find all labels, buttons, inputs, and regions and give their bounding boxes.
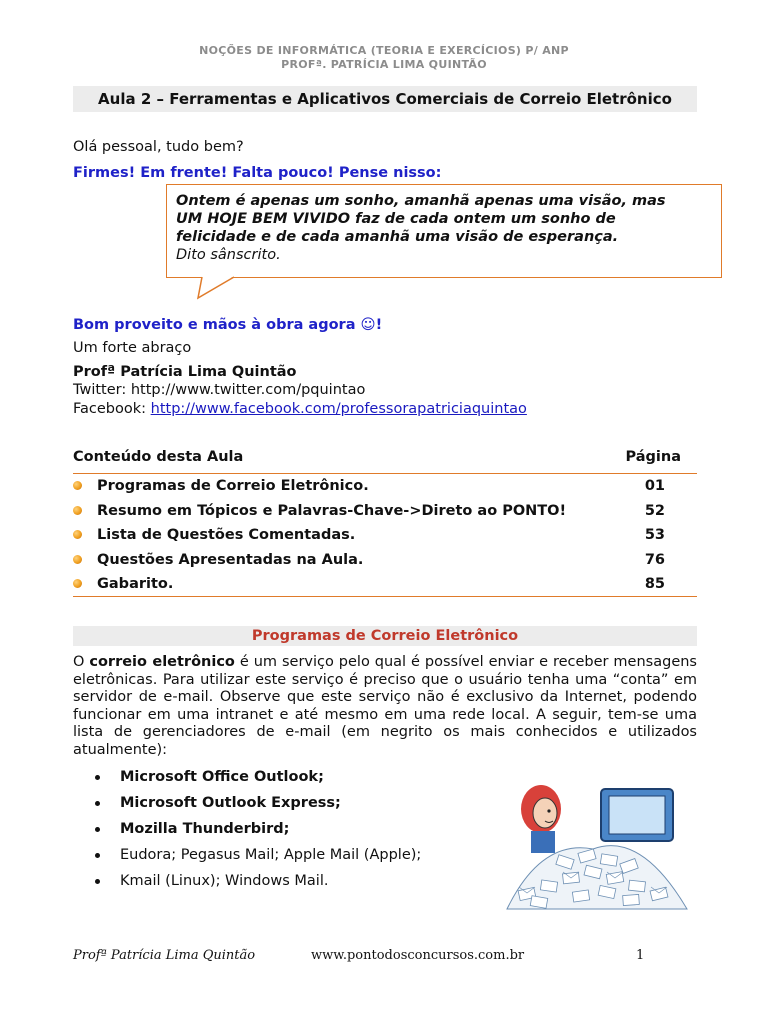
quote-text [176,192,716,264]
bullet-icon [73,530,82,539]
regards: Um forte abraço [73,340,192,356]
email-overload-illustration [501,769,688,911]
bullet-dot-icon [95,853,100,858]
greeting: Olá pessoal, tudo bem? [73,139,244,155]
list-item-text: Microsoft Outlook Express; [120,795,341,811]
quote-source: Dito sânscrito. [176,247,281,263]
quote-line-3: felicidade e de cada amanhã uma visão de esperança. [176,229,619,245]
section-title: Programas de Correio Eletrônico [73,626,697,646]
quote-line-2: UM HOJE BEM VIVIDO faz de cada ontem um sonho de [176,211,616,227]
list-item-text: Microsoft Office Outlook; [120,769,324,785]
toc-page-heading: Página [625,449,681,465]
list-item [73,790,493,816]
list-item [73,868,493,894]
toc-heading: Conteúdo desta Aula [73,449,244,465]
bullet-icon [73,506,82,515]
footer-author: Profª Patrícia Lima Quintão [73,948,256,963]
list-item-text: Eudora; Pegasus Mail; Apple Mail (Apple); [120,847,422,863]
twitter-label: Twitter: [73,382,131,398]
paragraph-rest: é um serviço pelo qual é possível enviar e receber mensagens eletrônicas. Para utilizar este serviço é preciso que o usuário tenha uma “conta” em servidor de e-mail. Observe que este serviço não é exclusivo da Internet, podendo funcionar em uma intranet e até mesmo em uma rede local. A seguir, tem-se uma lista de gerenciadores de e-mail (em negrito os mais conhecidos e utilizados atualmente): [73,654,697,758]
toc-item-page: 52 [644,503,665,519]
toc-divider [73,596,697,597]
toc-item[interactable] [73,572,697,596]
toc-header [73,449,697,474]
header-course-title: NOÇÕES DE INFORMÁTICA (TEORIA E EXERCÍCIOS) P/ ANP [199,44,569,57]
toc-item-label: Questões Apresentadas na Aula. [97,552,364,568]
toc-item-label: Programas de Correio Eletrônico. [97,478,369,494]
toc-item[interactable] [73,499,697,523]
paragraph-start: O [73,654,90,670]
bullet-dot-icon [95,801,100,806]
quote-bubble-tail [196,276,256,300]
toc-item-page: 85 [644,576,665,592]
bullet-icon [73,481,82,490]
toc-item-page: 76 [644,552,665,568]
footer-site: www.pontodosconcursos.com.br [311,948,525,963]
lesson-title: Aula 2 – Ferramentas e Aplicativos Comerciais de Correio Eletrônico [73,86,697,112]
twitter-url: http://www.twitter.com/pquintao [130,382,366,398]
toc-item[interactable] [73,548,697,572]
list-item [73,816,493,842]
bullet-dot-icon [95,775,100,780]
motto: Firmes! Em frente! Falta pouco! Pense nisso: [73,165,442,181]
list-item-text: Kmail (Linux); Windows Mail. [120,873,329,889]
quote-line-1: Ontem é apenas um sonho, amanhã apenas uma visão, mas [176,193,666,209]
toc-item-label: Lista de Questões Comentadas. [97,527,356,543]
paragraph-term: correio eletrônico [89,654,235,670]
section-paragraph [73,654,697,760]
facebook-line [73,400,527,419]
email-client-list [73,764,493,894]
twitter-line [73,381,365,400]
facebook-label: Facebook: [73,401,151,417]
facebook-link[interactable]: http://www.facebook.com/professorapatriciaquintao [150,401,527,417]
header-teacher: PROFª. PATRÍCIA LIMA QUINTÃO [281,58,487,71]
toc-item-page: 01 [644,478,665,494]
toc-item-page: 53 [644,527,665,543]
list-item [73,842,493,868]
footer-page-number: 1 [636,948,645,963]
toc-item-label: Resumo em Tópicos e Palavras-Chave->Direto ao PONTO! [97,503,567,519]
list-item-text: Mozilla Thunderbird; [120,821,290,837]
bullet-dot-icon [95,827,100,832]
toc-item-label: Gabarito. [97,576,174,592]
bullet-icon [73,555,82,564]
closing-line: Bom proveito e mãos à obra agora ☺! [73,317,383,333]
author-name: Profª Patrícia Lima Quintão [73,364,297,380]
bullet-icon [73,579,82,588]
list-item [73,764,493,790]
toc-item[interactable] [73,474,697,498]
toc-item[interactable] [73,523,697,547]
bullet-dot-icon [95,879,100,884]
